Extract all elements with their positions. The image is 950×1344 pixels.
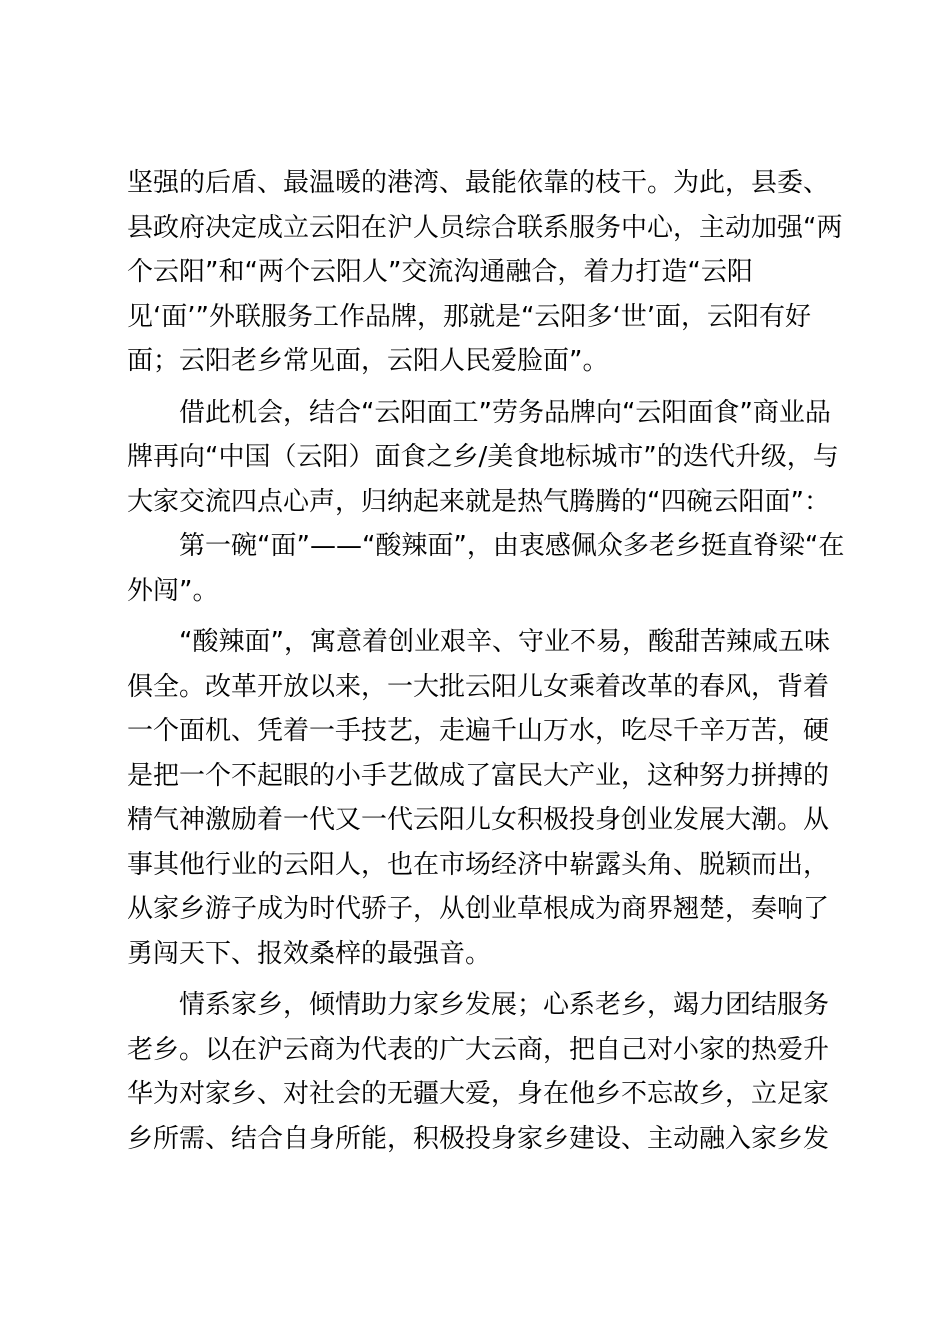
text-line: 外闯”。 xyxy=(127,575,219,606)
text-line: 个云阳”和“两个云阳人”交流沟通融合，着力打造“云阳 xyxy=(127,257,753,287)
text-line: 俱全。改革开放以来，一大批云阳儿女乘着改革的春风，背着 xyxy=(127,671,830,702)
text-line: 见‘面’”外联服务工作品牌，那就是“云阳多‘世’面，云阳有好 xyxy=(127,301,811,332)
text-line: 面；云阳老乡常见面，云阳人民爱脸面”。 xyxy=(127,346,609,376)
text-line: 乡所需、结合自身所能，积极投身家乡建设、主动融入家乡发 xyxy=(127,1123,830,1154)
text-line: 县政府决定成立云阳在沪人员综合联系服务中心，主动加强“两 xyxy=(127,212,843,243)
text-line: 精气神激励着一代又一代云阳儿女积极投身创业发展大潮。从 xyxy=(127,805,830,835)
body-text xyxy=(127,161,845,1161)
text-line: 勇闯天下、报效桑梓的最强音。 xyxy=(127,938,492,969)
text-line: 事其他行业的云阳人，也在市场经济中崭露头角、脱颖而出， xyxy=(127,849,830,880)
text-line: 从家乡游子成为时代骄子，从创业草根成为商界翘楚，奏响了 xyxy=(127,894,830,924)
text-line: “酸辣面”，寓意着创业艰辛、守业不易，酸甜苦辣咸五味 xyxy=(127,627,830,657)
text-line: 情系家乡，倾情助力家乡发展；心系老乡，竭力团结服务 xyxy=(127,990,830,1020)
text-line: 大家交流四点心声，归纳起来就是热气腾腾的“四碗云阳面”： xyxy=(127,486,830,517)
text-line: 借此机会，结合“云阳面工”劳务品牌向“云阳面食”商业品 xyxy=(127,397,831,428)
text-line: 坚强的后盾、最温暖的港湾、最能依靠的枝干。为此，县委、 xyxy=(127,168,830,198)
text-line: 老乡。以在沪云商为代表的广大云商，把自己对小家的热爱升 xyxy=(127,1034,830,1065)
text-line: 是把一个不起眼的小手艺做成了富民大产业，这种努力拼搏的 xyxy=(127,760,830,791)
text-line: 第一碗“面”——“酸辣面”，由衷感佩众多老乡挺直脊梁“在 xyxy=(127,531,845,561)
text-line: 华为对家乡、对社会的无疆大爱，身在他乡不忘故乡，立足家 xyxy=(127,1079,830,1109)
text-line: 牌再向“中国（云阳）面食之乡/美食地标城市”的迭代升级，与 xyxy=(127,442,839,472)
text-line: 一个面机、凭着一手技艺，走遍千山万水，吃尽千辛万苦，硬 xyxy=(127,716,830,746)
